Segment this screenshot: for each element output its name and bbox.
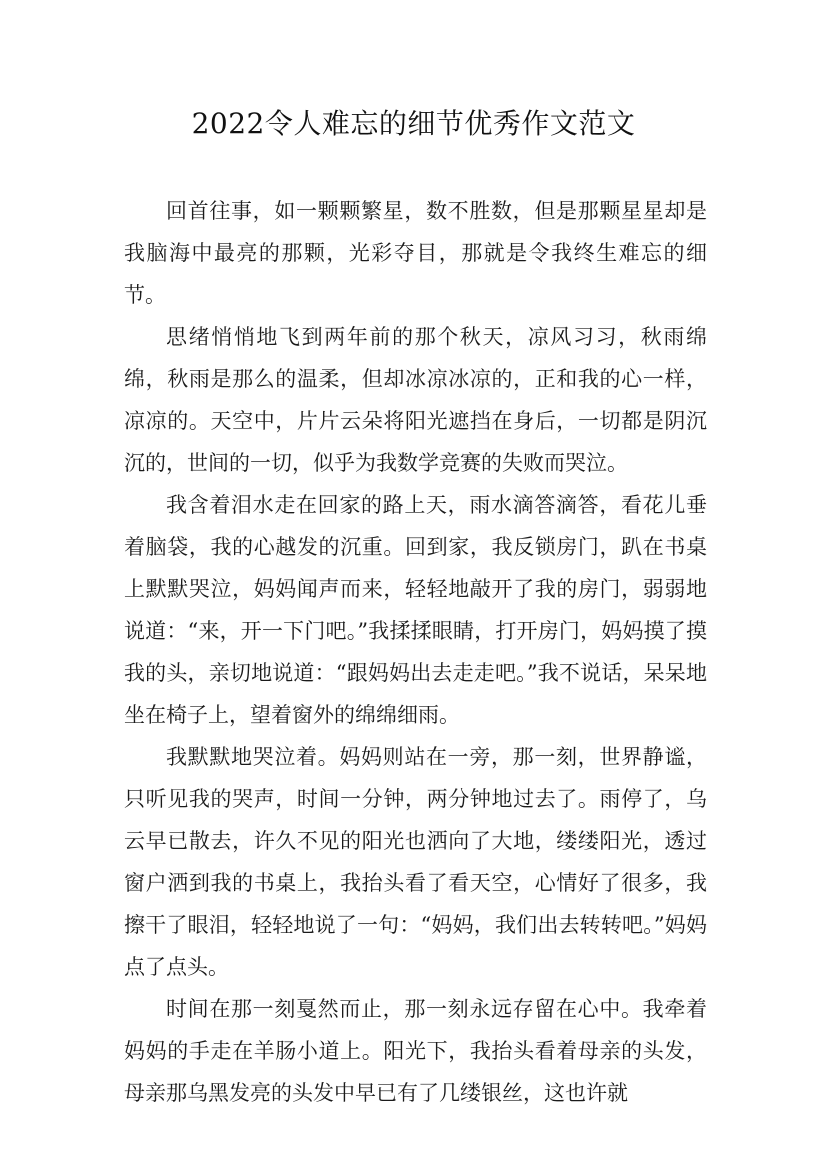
paragraph-2: 思绪悄悄地飞到两年前的那个秋天，凉风习习，秋雨绵绵，秋雨是那么的温柔，但却冰凉冰凉的，正和我的心一样，凉凉的。天空中，片片云朵将阳光遮挡在身后，一切都是阴沉沉的，世间的一切，似乎为我数学竞赛的失败而哭泣。 xyxy=(124,325,707,475)
paragraph-5: 时间在那一刻戛然而止，那一刻永远存留在心中。我牵着妈妈的手走在羊肠小道上。阳光下，我抬头看着母亲的头发，母亲那乌黑发亮的头发中早已有了几缕银丝，这也许就 xyxy=(124,997,707,1105)
document-title: 2022令人难忘的细节优秀作文范文 xyxy=(191,107,636,140)
document-body xyxy=(124,190,707,1114)
paragraph-4: 我默默地哭泣着。妈妈则站在一旁，那一刻，世界静谧，只听见我的哭声，时间一分钟，两分钟地过去了。雨停了，乌云早已散去，许久不见的阳光也洒向了大地，缕缕阳光，透过窗户洒到我的书桌上，我抬头看了看天空，心情好了很多，我擦干了眼泪，轻轻地说了一句：“妈妈，我们出去转转吧。”妈妈点了点头。 xyxy=(124,745,707,979)
paragraph-1: 回首往事，如一颗颗繁星，数不胜数，但是那颗星星却是我脑海中最亮的那颗，光彩夺目，那就是令我终生难忘的细节。 xyxy=(124,199,707,307)
paragraph-3: 我含着泪水走在回家的路上天，雨水滴答滴答，看花儿垂着脑袋，我的心越发的沉重。回到家，我反锁房门，趴在书桌上默默哭泣，妈妈闻声而来，轻轻地敲开了我的房门，弱弱地说道：“来，开一下门吧。”我揉揉眼睛，打开房门，妈妈摸了摸我的头，亲切地说道：“跟妈妈出去走走吧。”我不说话，呆呆地坐在椅子上，望着窗外的绵绵细雨。 xyxy=(124,493,707,727)
